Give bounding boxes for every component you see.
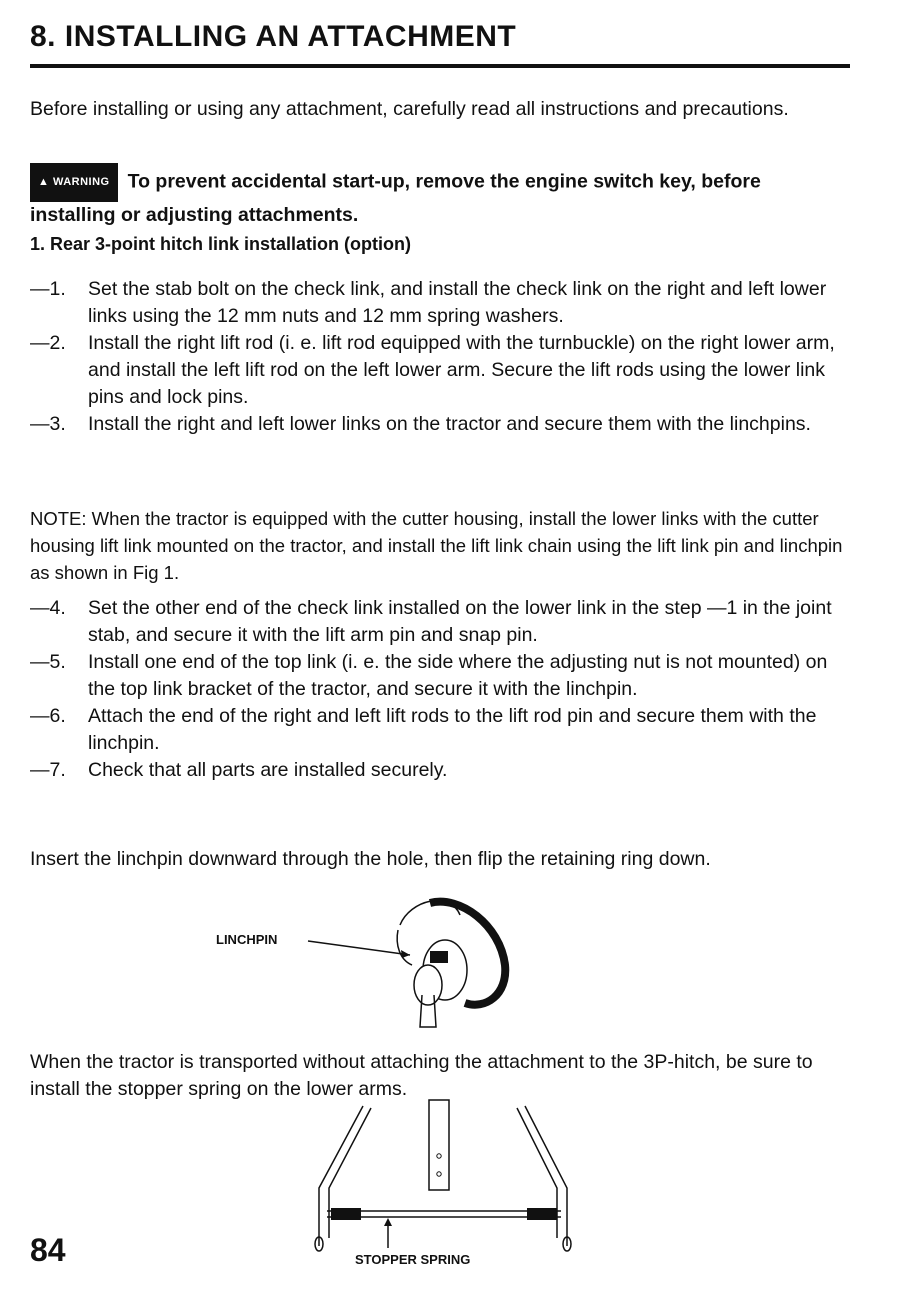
list-item	[30, 649, 850, 703]
linchpin-label: LINCHPIN	[216, 932, 278, 947]
step-text: Check that all parts are installed securely.	[88, 759, 448, 781]
linchpin-illustration	[300, 885, 530, 1035]
step-text: Install the right and left lower links on the tractor and secure them with the linchpins.	[88, 413, 811, 435]
warning-triangle-icon: ▲	[38, 176, 50, 188]
transport-paragraph: When the tractor is transported without attaching the attachment to the 3P-hitch, be sure to install the stopper spring on the lower arms.	[30, 1051, 813, 1100]
step-number: —7.	[30, 759, 66, 781]
step-number: —4.	[30, 597, 66, 619]
insert-paragraph: Insert the linchpin downward through the hole, then flip the retaining ring down.	[30, 848, 711, 870]
intro-paragraph: Before installing or using any attachment, carefully read all instructions and precautions.	[30, 98, 789, 120]
step-number: —5.	[30, 651, 66, 673]
warning-paragraph	[30, 163, 850, 229]
page-number: 84	[30, 1232, 66, 1268]
warning-badge-label: WARNING	[52, 176, 110, 188]
list-item	[30, 276, 850, 330]
list-item	[30, 411, 850, 438]
steps-list-b	[30, 595, 850, 784]
step-text: Set the stab bolt on the check link, and install the check link on the right and left lower links using the 12 mm nuts and 12 mm spring washers.	[88, 278, 827, 327]
page-title: 8. INSTALLING AN ATTACHMENT	[30, 20, 517, 53]
section-heading: 1. Rear 3-point hitch link installation (option)	[30, 234, 412, 254]
step-number: —1.	[30, 278, 66, 300]
step-text: Attach the end of the right and left lift rods to the lift rod pin and secure them with the linchpin.	[88, 705, 817, 754]
step-number: —3.	[30, 413, 66, 435]
title-rule	[30, 64, 850, 68]
list-item	[30, 330, 850, 411]
stopper-spring-label: STOPPER SPRING	[355, 1252, 471, 1267]
list-item	[30, 595, 850, 649]
steps-list-a	[30, 276, 850, 438]
step-text: Install one end of the top link (i. e. the side where the adjusting nut is not mounted) on the top link bracket of the tractor, and secure it with the linchpin.	[88, 651, 828, 700]
note-paragraph: NOTE: When the tractor is equipped with the cutter housing, install the lower links with the cutter housing lift link mounted on the tractor, and install the lift link chain using the lift link pin and linchpin as shown in Fig 1.	[30, 508, 843, 583]
list-item	[30, 757, 850, 784]
warning-text: To prevent accidental start-up, remove the engine switch key, before installing or adjusting attachments.	[30, 170, 761, 226]
step-text: Set the other end of the check link installed on the lower link in the step —1 in the joint stab, and secure it with the lift arm pin and snap pin.	[88, 597, 832, 646]
step-number: —6.	[30, 705, 66, 727]
step-text: Install the right lift rod (i. e. lift rod equipped with the turnbuckle) on the right lower arm, and install the left lift rod on the left lower arm. Secure the lift rods using the lower link pins and lock pins.	[88, 332, 835, 408]
list-item	[30, 703, 850, 757]
warning-badge	[30, 163, 118, 202]
stopper-spring-illustration	[305, 1098, 585, 1258]
step-number: —2.	[30, 332, 66, 354]
